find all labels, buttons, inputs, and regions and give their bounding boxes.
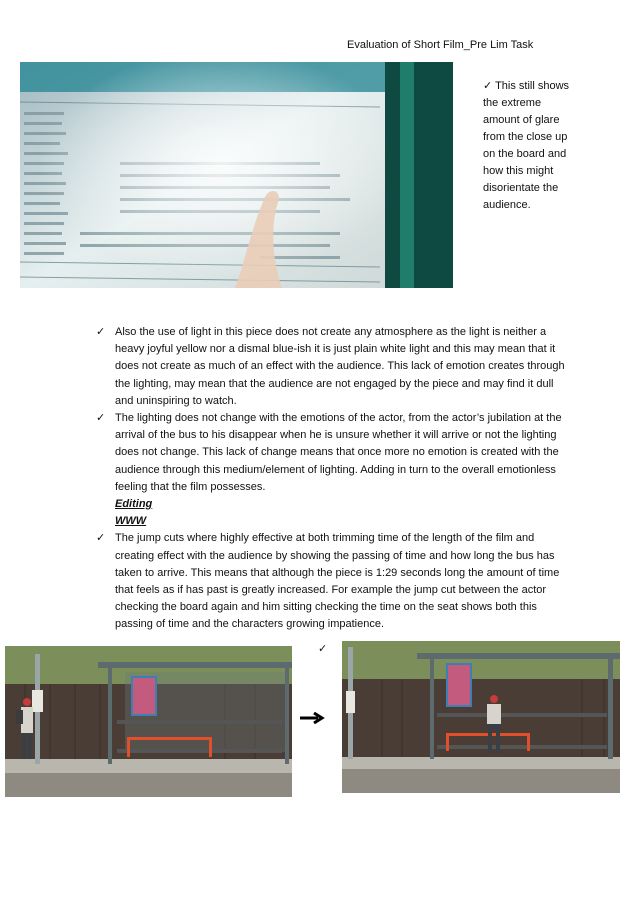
bullet-text: The lighting does not change with the emotions of the actor, from the actor’s jubilation at the arrival of the bus to his disappear when he is unsure whether it will arrive or not the lighting does not change. This lack of change means that once more no emotion is created with the audience through this medium/element of lighting. Adding in turn to the overall emotionless feeling that the film possesses. [115, 412, 562, 493]
bullet-text: The jump cuts where highly effective at both trimming time of the length of the film and creating effect with the audience by showing the passing of time and how long the bus has taken to arrive. This means that although the piece is 1:29 seconds long the amount of time that feels as if has past is greatly increased. For example the jump cut between the actor checking the board again and him sitting checking the time on the seat shows both this passing of time and the characters growing impatience. [115, 532, 560, 631]
bus-stop-seated-image [342, 641, 620, 793]
check-icon: ✓ [96, 326, 106, 338]
bullet-lighting-emotion [96, 410, 566, 496]
timetable-closeup-image [20, 62, 453, 288]
glare-caption-text: This still shows the extreme amount of glare from the close up on the board and how this might disorientate the audience. [483, 80, 570, 211]
bullet-text: Also the use of light in this piece does not create any atmosphere as the light is neither a heavy joyful yellow nor a dismal blue-ish it is just plain white light and this may mean that it does not create as much of an effect with the audience. This lack of emotion creates through the lighting, may mean that the audience are not engaged by the piece and may find it dull and uninspiring to watch. [115, 326, 565, 407]
bus-stop-standing-image [5, 646, 292, 797]
arrow-icon [300, 711, 326, 729]
bullet-lighting-atmosphere [96, 324, 566, 410]
check-icon: ✓ [483, 80, 493, 92]
check-icon: ✓ [96, 532, 106, 545]
evaluation-body [96, 324, 566, 634]
check-icon: ✓ [318, 643, 328, 655]
glare-caption [461, 78, 571, 214]
heading-www: WWW [115, 515, 147, 528]
check-icon: ✓ [96, 412, 106, 425]
heading-editing: Editing [115, 498, 153, 511]
bullet-jump-cuts [96, 530, 566, 633]
page-header: Evaluation of Short Film_Pre Lim Task [347, 39, 534, 51]
